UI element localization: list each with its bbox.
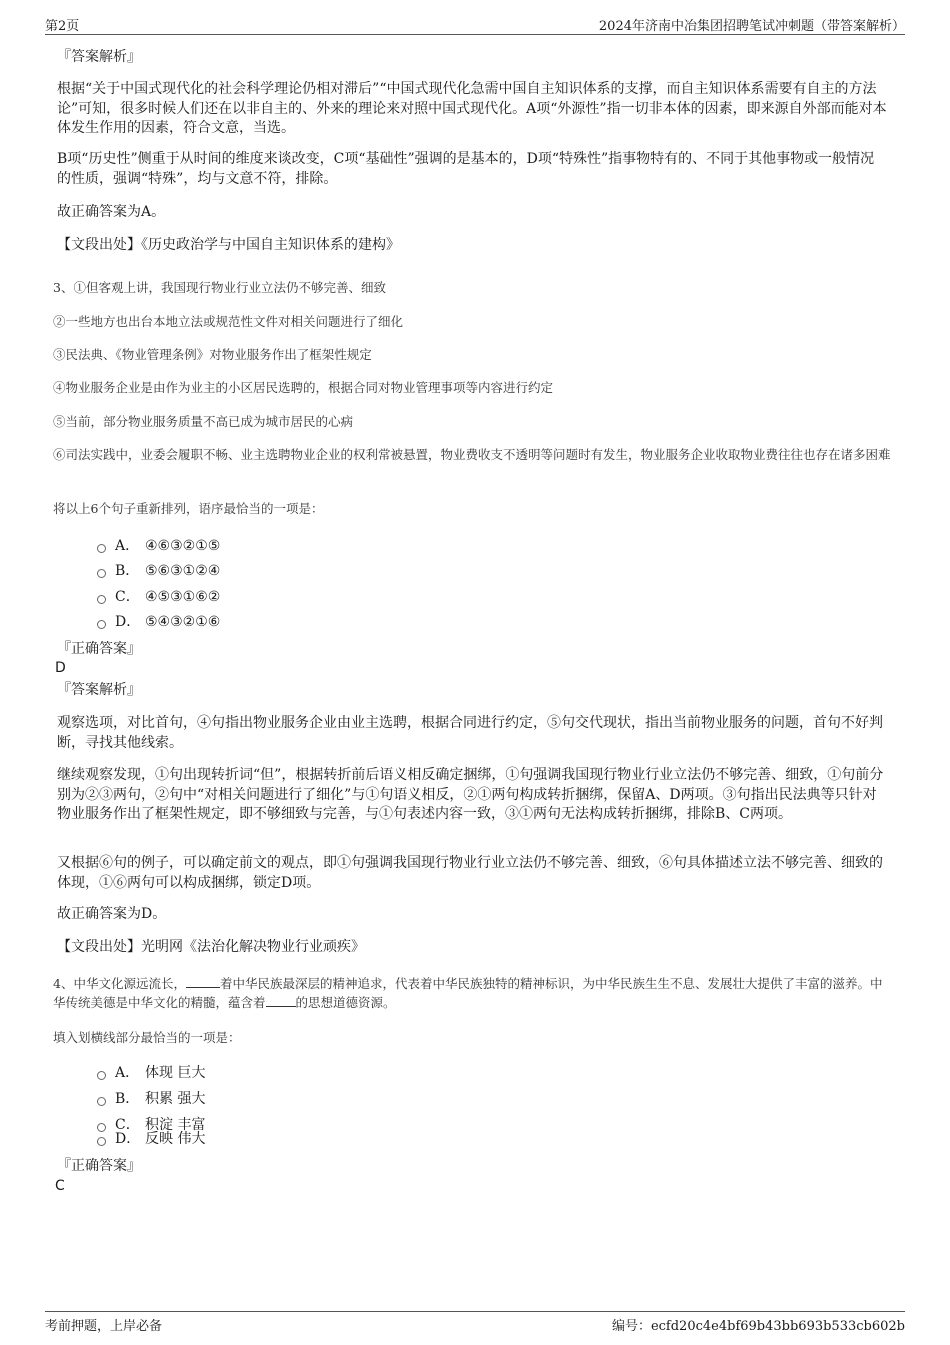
question-sentence: ⑤当前，部分物业服务质量不高已成为城市居民的心病 — [53, 414, 354, 429]
answer-value: D — [55, 660, 66, 676]
page-footer — [45, 1311, 905, 1332]
analysis-conclusion: 故正确答案为A。 — [57, 204, 166, 220]
analysis-paragraph: B项“历史性”侧重于从时间的维度来谈改变，C项“基础性”强调的是基本的，D项“特殊性”指事物特有的、不同于其他事物或一般情况的性质，强调“特殊”，均与文意不符，排除。 — [57, 151, 875, 187]
question-sentence: 3、①但客观上讲，我国现行物业行业立法仍不够完善、细致 — [53, 280, 386, 295]
page-header — [45, 14, 905, 35]
analysis-label: 『答案解析』 — [57, 682, 141, 698]
question-sentence: ⑥司法实践中，业委会履职不畅、业主选聘物业企业的权利常被悬置，物业费收支不透明等问题时有发生，物业服务企业收取物业费往往也存在诸多困难 — [53, 447, 891, 462]
radio-icon[interactable] — [97, 1071, 106, 1080]
analysis-conclusion: 故正确答案为D。 — [57, 906, 167, 922]
question-sentence: ③民法典、《物业管理条例》对物业服务作出了框架性规定 — [53, 347, 372, 362]
option-b[interactable]: B． 积累 强大 — [97, 1090, 205, 1108]
question-prompt: 填入划横线部分最恰当的一项是： — [53, 1030, 241, 1045]
document-id: 编号：ecfd20c4e4bf69b43bb693b533cb602b — [611, 1319, 905, 1334]
answer-value: C — [55, 1178, 65, 1194]
source-citation: 【文段出处】光明网《法治化解决物业行业顽疾》 — [57, 939, 365, 955]
footer-slogan: 考前押题，上岸必备 — [45, 1319, 163, 1334]
radio-icon[interactable] — [97, 620, 106, 629]
option-a[interactable]: A． ④⑥③②①⑤ — [97, 537, 220, 555]
option-d[interactable]: D． 反映 伟大 — [97, 1130, 205, 1148]
analysis-label: 『答案解析』 — [57, 49, 141, 65]
option-c[interactable]: C． ④⑤③①⑥② — [97, 588, 220, 606]
option-c[interactable]: C． 积淀 丰富 — [97, 1116, 205, 1134]
analysis-paragraph: 观察选项，对比首句，④句指出物业服务企业由业主选聘，根据合同进行约定，⑤句交代现状，指出当前物业服务的问题，首句不好判断，寻找其他线索。 — [57, 715, 883, 751]
option-b[interactable]: B． ⑤⑥③①②④ — [97, 562, 220, 580]
document-title: 2024年济南中冶集团招聘笔试冲刺题（带答案解析） — [598, 19, 905, 34]
radio-icon[interactable] — [97, 544, 106, 553]
question-prompt: 将以上6个句子重新排列，语序最恰当的一项是： — [53, 501, 324, 516]
fill-blank — [266, 1006, 296, 1007]
answer-label: 『正确答案』 — [57, 1158, 141, 1174]
analysis-paragraph: 根据“关于中国式现代化的社会科学理论仍相对滞后”“中国式现代化急需中国自主知识体系的支撑，而自主知识体系需要有自主的方法论”可知，很多时候人们还在以非自主的、外来的理论来对照中国式现代化。A项“外源性”指一切非本体的因素，即来源自外部而能对本体发生作用的因素，符合文意，当选。 — [57, 81, 887, 136]
source-citation: 【文段出处】《历史政治学与中国自主知识体系的建构》 — [57, 237, 400, 253]
radio-icon[interactable] — [97, 595, 106, 604]
page-number: 第2页 — [45, 19, 80, 34]
analysis-paragraph: 又根据⑥句的例子，可以确定前文的观点，即①句强调我国现行物业行业立法仍不够完善、细致，⑥句具体描述立法不够完善、细致的体现，①⑥两句可以构成捆绑，锁定D项。 — [57, 855, 883, 891]
question-sentence: ④物业服务企业是由作为业主的小区居民选聘的，根据合同对物业管理事项等内容进行约定 — [53, 380, 554, 395]
fill-blank — [186, 987, 220, 988]
radio-icon[interactable] — [97, 1097, 106, 1106]
question-sentence: ②一些地方也出台本地立法或规范性文件对相关问题进行了细化 — [53, 314, 404, 329]
option-a[interactable]: A． 体现 巨大 — [97, 1064, 205, 1082]
radio-icon[interactable] — [97, 1137, 106, 1146]
question-stem: 4、中华文化源远流长， 着中华民族最深层的精神追求，代表着中华民族独特的精神标识，为中华民族生生不息、发展壮大提供了丰富的滋养。中华传统美德是中华文化的精髓，蕴含着 的思想道德资源。 — [53, 976, 883, 1010]
answer-label: 『正确答案』 — [57, 641, 141, 657]
analysis-paragraph: 继续观察发现，①句出现转折词“但”，根据转折前后语义相反确定捆绑，①句强调我国现行物业行业立法仍不够完善、细致，①句前分别为②③两句，②句中“对相关问题进行了细化”与①句语义相反，②①两句构成转折捆绑，保留A、D两项。③句指出民法典等只针对物业服务作出了框架性规定，即不够细致与完善，与①句表述内容一致，③①两句无法构成转折捆绑，排除B、C两项。 — [57, 767, 884, 822]
option-d[interactable]: D． ⑤④③②①⑥ — [97, 613, 220, 631]
radio-icon[interactable] — [97, 569, 106, 578]
